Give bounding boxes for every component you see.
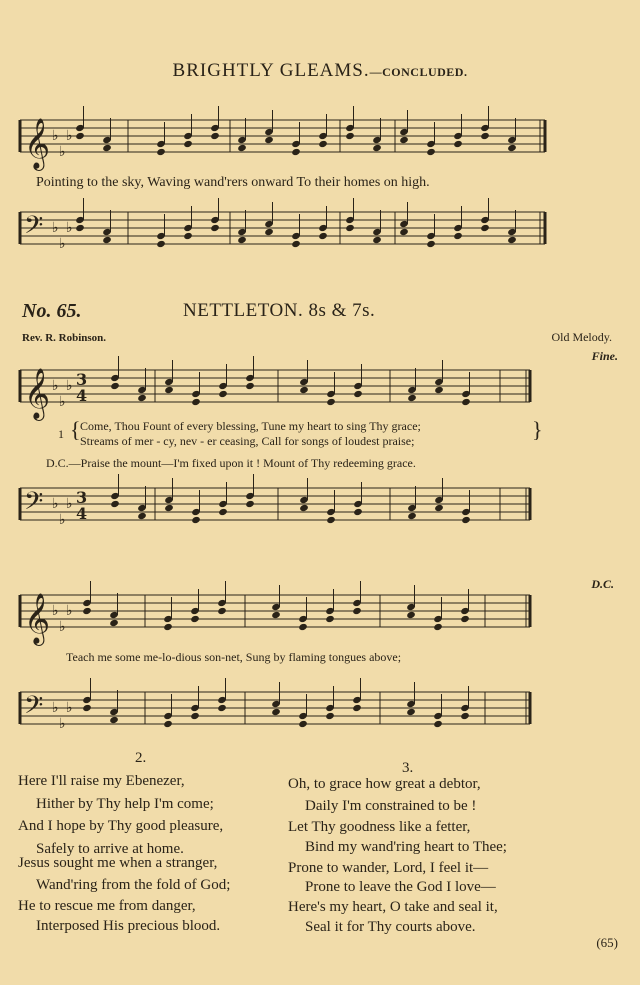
note-head: [345, 132, 355, 140]
note-head: [318, 232, 328, 240]
note-head: [102, 236, 112, 244]
flat-icon: ♭: [66, 220, 73, 236]
note-head: [406, 611, 416, 619]
note-head: [183, 232, 193, 240]
note-head: [298, 720, 308, 728]
note-head: [399, 136, 409, 144]
flat-icon: ♭: [59, 144, 66, 160]
page-number: (65): [596, 935, 618, 950]
note-head: [426, 148, 436, 156]
verse2-line: Wand'ring from the fold of God;: [36, 877, 231, 893]
time-signature-top: 3: [76, 370, 88, 389]
verse3-line: Daily I'm constrained to be !: [305, 798, 477, 814]
note-head: [298, 623, 308, 631]
flat-icon: ♭: [52, 220, 59, 236]
flat-icon: ♭: [66, 700, 73, 716]
note-head: [163, 720, 173, 728]
note-head: [460, 712, 470, 720]
time-signature-bottom: 4: [76, 386, 88, 405]
note-head: [110, 500, 120, 508]
dc-mark: D.C.: [591, 577, 614, 591]
verse-number: 1: [58, 427, 64, 441]
note-head: [210, 132, 220, 140]
hymn-author: Rev. R. Robinson.: [22, 332, 107, 344]
note-head: [480, 132, 490, 140]
note-head: [156, 148, 166, 156]
note-head: [325, 712, 335, 720]
flat-icon: ♭: [52, 496, 59, 512]
note-head: [217, 607, 227, 615]
flat-icon: ♭: [52, 603, 59, 619]
note-head: [325, 615, 335, 623]
note-head: [461, 516, 471, 524]
note-head: [191, 516, 201, 524]
flat-icon: ♭: [66, 603, 73, 619]
note-head: [352, 607, 362, 615]
note-head: [460, 615, 470, 623]
flat-icon: ♭: [59, 512, 66, 528]
note-head: [433, 720, 443, 728]
note-head: [190, 712, 200, 720]
lyric-line-2: Teach me some me-lo-dious son-net, Sung by flaming tongues above;: [66, 650, 402, 664]
verse3-line: Prone to wander, Lord, I feel it—: [288, 860, 489, 876]
flat-icon: ♭: [52, 128, 59, 144]
note-head: [210, 224, 220, 232]
note-head: [163, 623, 173, 631]
note-head: [453, 232, 463, 240]
verse2-line: Interposed His precious blood.: [36, 918, 221, 934]
note-head: [507, 236, 517, 244]
verse3-line: Bind my wand'ring heart to Thee;: [305, 839, 507, 855]
flat-icon: ♭: [59, 619, 66, 635]
dc-lyric-line: D.C.—Praise the mount—I'm fixed upon it ! Mount of Thy redeeming grace.: [46, 456, 416, 470]
note-head: [291, 240, 301, 248]
hymn-number: No. 65.: [22, 300, 82, 322]
flat-icon: ♭: [66, 378, 73, 394]
bass-clef-icon: 𝄢: [24, 487, 44, 522]
note-head: [461, 398, 471, 406]
treble-clef-icon: 𝄞: [24, 368, 51, 419]
note-head: [109, 619, 119, 627]
lyric-line-1a: Come, Thou Fount of every blessing, Tune my heart to sing Thy grace;: [80, 419, 421, 433]
note-head: [326, 398, 336, 406]
note-head: [137, 394, 147, 402]
bass-clef-icon: 𝄢: [24, 691, 44, 726]
verse3-line: Oh, to grace how great a debtor,: [288, 776, 481, 792]
lyric-line-1b: Streams of mer - cy, nev - er ceasing, Call for songs of loudest praise;: [80, 434, 415, 448]
treble-clef-icon: 𝄞: [24, 118, 51, 169]
note-head: [75, 132, 85, 140]
verse3-line: Prone to leave the God I love—: [305, 879, 496, 895]
note-head: [190, 615, 200, 623]
flat-icon: ♭: [66, 496, 73, 512]
flat-icon: ♭: [66, 128, 73, 144]
hymn-title: NETTLETON. 8s & 7s.: [183, 300, 376, 321]
note-head: [237, 236, 247, 244]
treble-clef-icon: 𝄞: [24, 593, 51, 644]
flat-icon: ♭: [59, 394, 66, 410]
note-head: [109, 716, 119, 724]
note-head: [156, 240, 166, 248]
verse3-number: 3.: [402, 760, 414, 776]
verse2-line: He to rescue me from danger,: [18, 898, 196, 914]
note-head: [407, 512, 417, 520]
note-head: [434, 386, 444, 394]
note-head: [372, 144, 382, 152]
note-head: [426, 240, 436, 248]
note-head: [353, 508, 363, 516]
flat-icon: ♭: [59, 236, 66, 252]
note-head: [218, 390, 228, 398]
note-head: [137, 512, 147, 520]
note-head: [299, 504, 309, 512]
note-head: [352, 704, 362, 712]
note-head: [102, 144, 112, 152]
note-head: [353, 390, 363, 398]
note-head: [245, 500, 255, 508]
fine-mark: Fine.: [591, 349, 618, 363]
top-lyric-line: Pointing to the sky, Waving wand'rers onward To their homes on high.: [36, 175, 430, 190]
note-head: [164, 386, 174, 394]
note-head: [326, 516, 336, 524]
right-brace: }: [532, 417, 543, 442]
note-head: [406, 708, 416, 716]
note-head: [291, 148, 301, 156]
note-head: [480, 224, 490, 232]
note-head: [164, 504, 174, 512]
verse3-line: Here's my heart, O take and seal it,: [288, 899, 498, 915]
verse2-line: Hither by Thy help I'm come;: [36, 796, 214, 812]
verse2-line: Here I'll raise my Ebenezer,: [18, 773, 185, 789]
section-title-main: BRIGHTLY GLEAMS.: [172, 60, 370, 81]
note-head: [433, 623, 443, 631]
flat-icon: ♭: [59, 716, 66, 732]
verse2-line: And I hope by Thy good pleasure,: [18, 818, 224, 834]
hymn-composer: Old Melody.: [551, 330, 612, 344]
verse3-line: Let Thy goodness like a fetter,: [288, 819, 471, 835]
note-head: [345, 224, 355, 232]
verse2-number: 2.: [135, 750, 147, 766]
note-head: [453, 140, 463, 148]
note-head: [372, 236, 382, 244]
note-head: [407, 394, 417, 402]
verse3-line: Seal it for Thy courts above.: [305, 919, 476, 935]
note-head: [183, 140, 193, 148]
note-head: [82, 704, 92, 712]
note-head: [110, 382, 120, 390]
note-head: [507, 144, 517, 152]
note-head: [191, 398, 201, 406]
time-signature-bottom: 4: [76, 504, 88, 523]
note-head: [218, 508, 228, 516]
section-title: [0, 60, 640, 82]
flat-icon: ♭: [52, 700, 59, 716]
note-head: [399, 228, 409, 236]
note-head: [75, 224, 85, 232]
time-signature-top: 3: [76, 488, 88, 507]
bass-clef-icon: 𝄢: [24, 211, 44, 246]
note-head: [217, 704, 227, 712]
flat-icon: ♭: [52, 378, 59, 394]
note-head: [245, 382, 255, 390]
verse2-line: Safely to arrive at home.: [36, 841, 184, 857]
section-title-suffix: —CONCLUDED.: [369, 65, 468, 79]
left-brace: {: [70, 417, 81, 442]
note-head: [264, 228, 274, 236]
verse2-line: Jesus sought me when a stranger,: [18, 855, 218, 871]
note-head: [271, 708, 281, 716]
note-head: [82, 607, 92, 615]
note-head: [237, 144, 247, 152]
note-head: [271, 611, 281, 619]
note-head: [318, 140, 328, 148]
note-head: [264, 136, 274, 144]
note-head: [299, 386, 309, 394]
note-head: [434, 504, 444, 512]
